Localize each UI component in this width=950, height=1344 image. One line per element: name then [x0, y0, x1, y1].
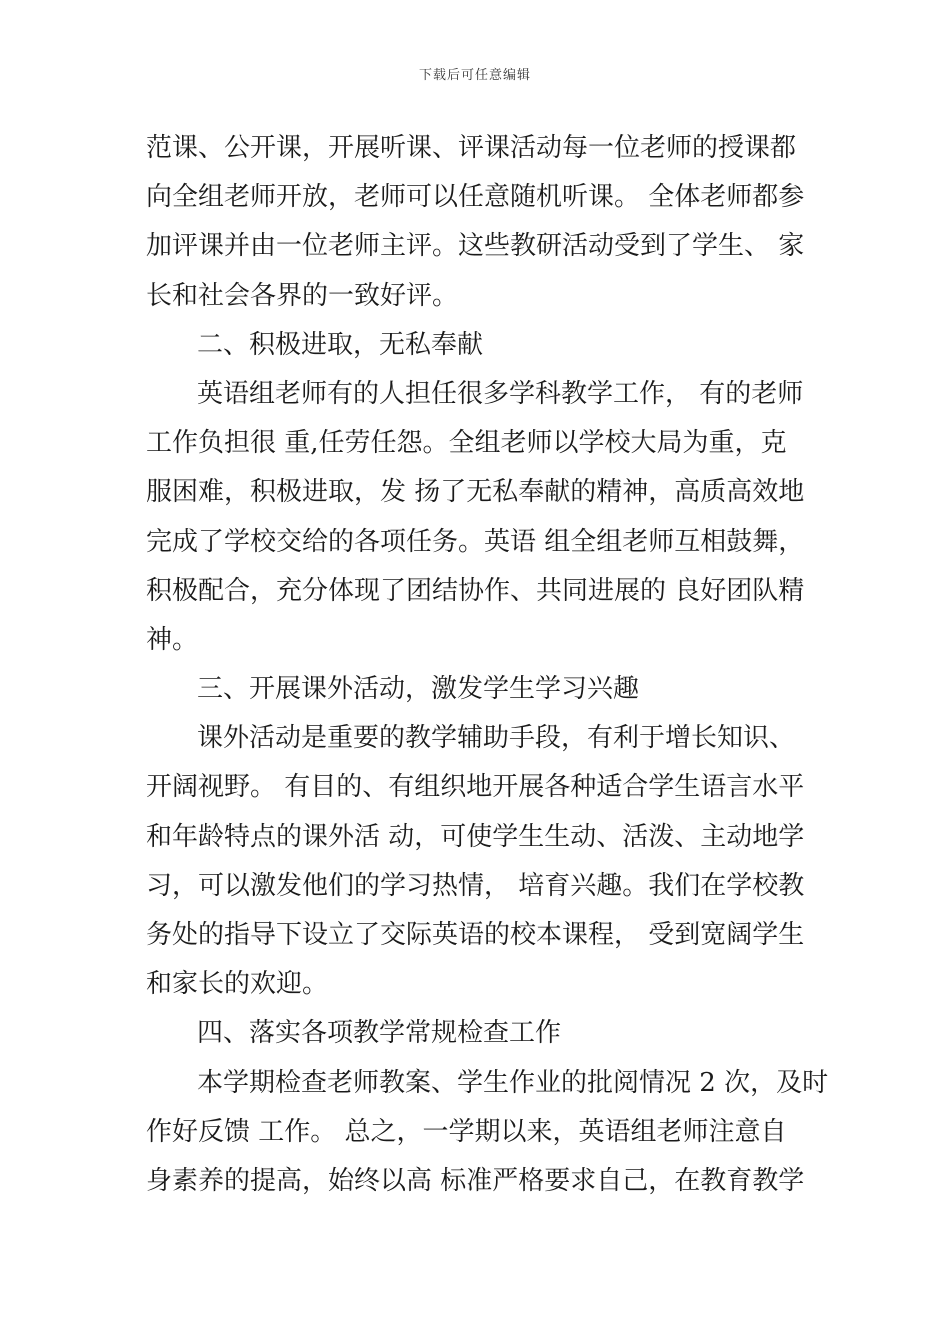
text-line: 工作负担很 重,任劳任怨。全组老师以学校大局为重，克: [146, 428, 787, 459]
text-line: 和年龄特点的课外活 动，可使学生生动、活泼、主动地学: [146, 821, 805, 852]
text-line: 神。: [146, 624, 199, 655]
section-heading: 三、开展课外活动，激发学生学习兴趣: [197, 674, 640, 705]
text-line: 身素养的提高，始终以高 标准严格要求自己，在教育教学: [146, 1165, 805, 1196]
text-line: 习，可以激发他们的学习热情， 培育兴趣。我们在学校教: [146, 870, 805, 901]
section-heading: 二、积极进取，无私奉献: [197, 329, 484, 360]
text-line: 积极配合，充分体现了团结协作、共同进展的 良好团队精: [146, 575, 805, 606]
text-line: 作好反馈 工作。 总之，一学期以来，英语组老师注意自: [146, 1116, 787, 1147]
text-line: 本学期检查老师教案、学生作业的批阅情况 2 次，及时: [197, 1067, 829, 1098]
text-line: 加评课并由一位老师主评。这些教研活动受到了学生、 家: [146, 231, 805, 262]
text-line: 向全组老师开放，老师可以任意随机听课。 全体老师都参: [146, 182, 805, 213]
text-line: 务处的指导下设立了交际英语的校本课程， 受到宽阔学生: [146, 920, 805, 950]
document-body: [146, 124, 829, 1206]
text-line: 范课、公开课，开展听课、评课活动每一位老师的授课都: [146, 133, 797, 163]
section-heading: 四、落实各项教学常规检查工作: [197, 1018, 562, 1049]
text-line: 课外活动是重要的教学辅助手段，有利于增长知识、: [197, 723, 796, 754]
text-line: 开阔视野。 有目的、有组织地开展各种适合学生语言水平: [146, 772, 805, 803]
text-line: 英语组老师有的人担任很多学科教学工作， 有的老师: [197, 378, 804, 409]
text-line: 服困难，积极进取，发 扬了无私奉献的精神，高质高效地: [146, 477, 805, 508]
text-line: 和家长的欢迎。: [146, 969, 329, 1000]
text-line: 长和社会各界的一致好评。: [146, 280, 459, 311]
text-line: 完成了学校交给的各项任务。英语 组全组老师互相鼓舞，: [146, 526, 805, 557]
page-header: 下载后可任意编辑: [418, 68, 531, 83]
